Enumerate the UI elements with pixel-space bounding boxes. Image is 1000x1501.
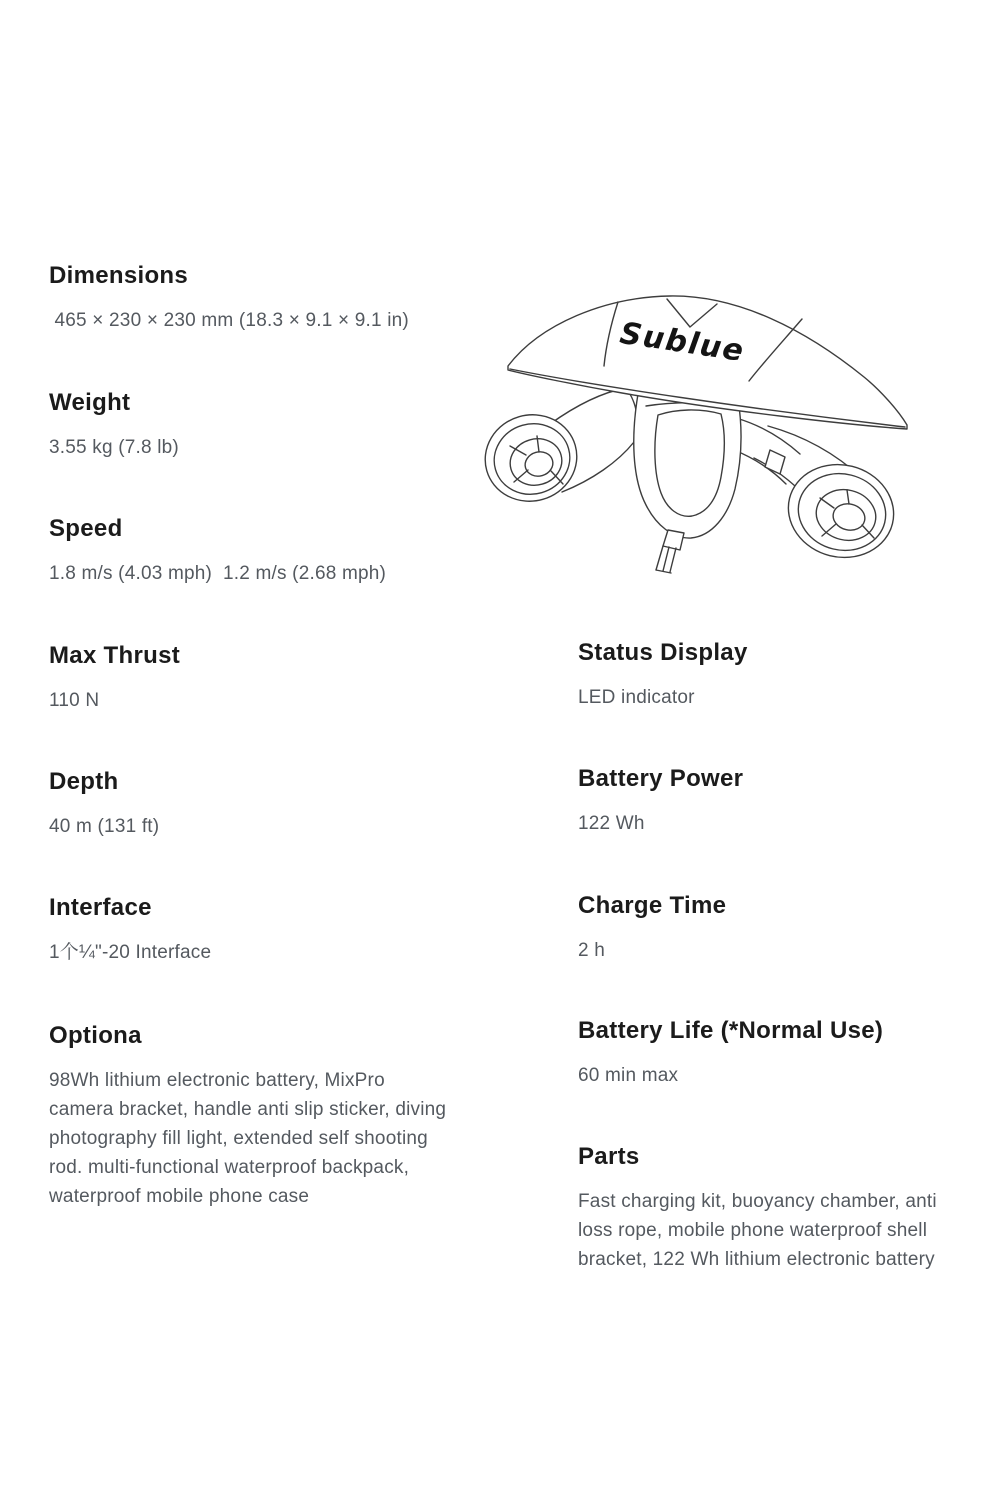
sublue-logo-text: Sublue (617, 315, 747, 370)
mount-fork-icon (656, 530, 684, 573)
spec-value-charge-time: 2 h (578, 940, 606, 961)
spec-title-depth: Depth (49, 768, 119, 795)
spec-title-max-thrust: Max Thrust (49, 642, 181, 669)
spec-section-speed (49, 514, 449, 588)
spec-section-depth (49, 767, 449, 841)
spec-value-speed: 1.8 m/s (4.03 mph) 1.2 m/s (2.68 mph) (49, 563, 387, 584)
scooter-illustration (470, 278, 940, 578)
spec-title-dimensions: Dimensions (49, 262, 189, 289)
spec-section-max-thrust (49, 641, 449, 715)
spec-value-battery-life: 60 min max (578, 1065, 679, 1086)
spec-section-weight (49, 388, 449, 462)
spec-title-status-display: Status Display (578, 639, 748, 666)
spec-title-parts: Parts (578, 1143, 640, 1170)
spec-section-optional (49, 1021, 452, 1211)
spec-title-battery-life: Battery Life (*Normal Use) (578, 1017, 884, 1044)
spec-value-optional: 98Wh lithium electronic battery, MixPro camera bracket, handle anti slip sticker, diving photography fill light, extended self shooting rod. multi-functional waterproof backpack, waterproof mobile phone case (49, 1070, 452, 1207)
spec-title-interface: Interface (49, 894, 152, 921)
camera-pod (634, 392, 741, 538)
spec-value-status-display: LED indicator (578, 687, 695, 708)
spec-value-interface: 1个¼"-20 Interface (49, 942, 212, 963)
spec-title-charge-time: Charge Time (578, 892, 727, 919)
spec-section-battery-power (578, 764, 966, 838)
spec-title-optional: Optiona (49, 1022, 142, 1049)
spec-section-battery-life (578, 1016, 966, 1090)
spec-section-dimensions (49, 261, 449, 335)
spec-section-status-display (578, 638, 966, 712)
spec-value-battery-power: 122 Wh (578, 813, 645, 834)
spec-value-parts: Fast charging kit, buoyancy chamber, anti loss rope, mobile phone waterproof shell bracket, 122 Wh lithium electronic battery (578, 1191, 943, 1270)
right-thruster (734, 418, 904, 568)
spec-section-parts (578, 1142, 966, 1274)
left-thruster (475, 388, 637, 512)
spec-value-max-thrust: 110 N (49, 690, 100, 711)
spec-title-speed: Speed (49, 515, 123, 542)
spec-title-weight: Weight (49, 389, 131, 416)
spec-value-weight: 3.55 kg (7.8 lb) (49, 437, 179, 458)
spec-value-depth: 40 m (131 ft) (49, 816, 160, 837)
spec-title-battery-power: Battery Power (578, 765, 744, 792)
spec-section-charge-time (578, 891, 966, 965)
spec-section-interface (49, 893, 449, 967)
spec-value-dimensions: 465 × 230 × 230 mm (18.3 × 9.1 × 9.1 in) (49, 310, 409, 331)
